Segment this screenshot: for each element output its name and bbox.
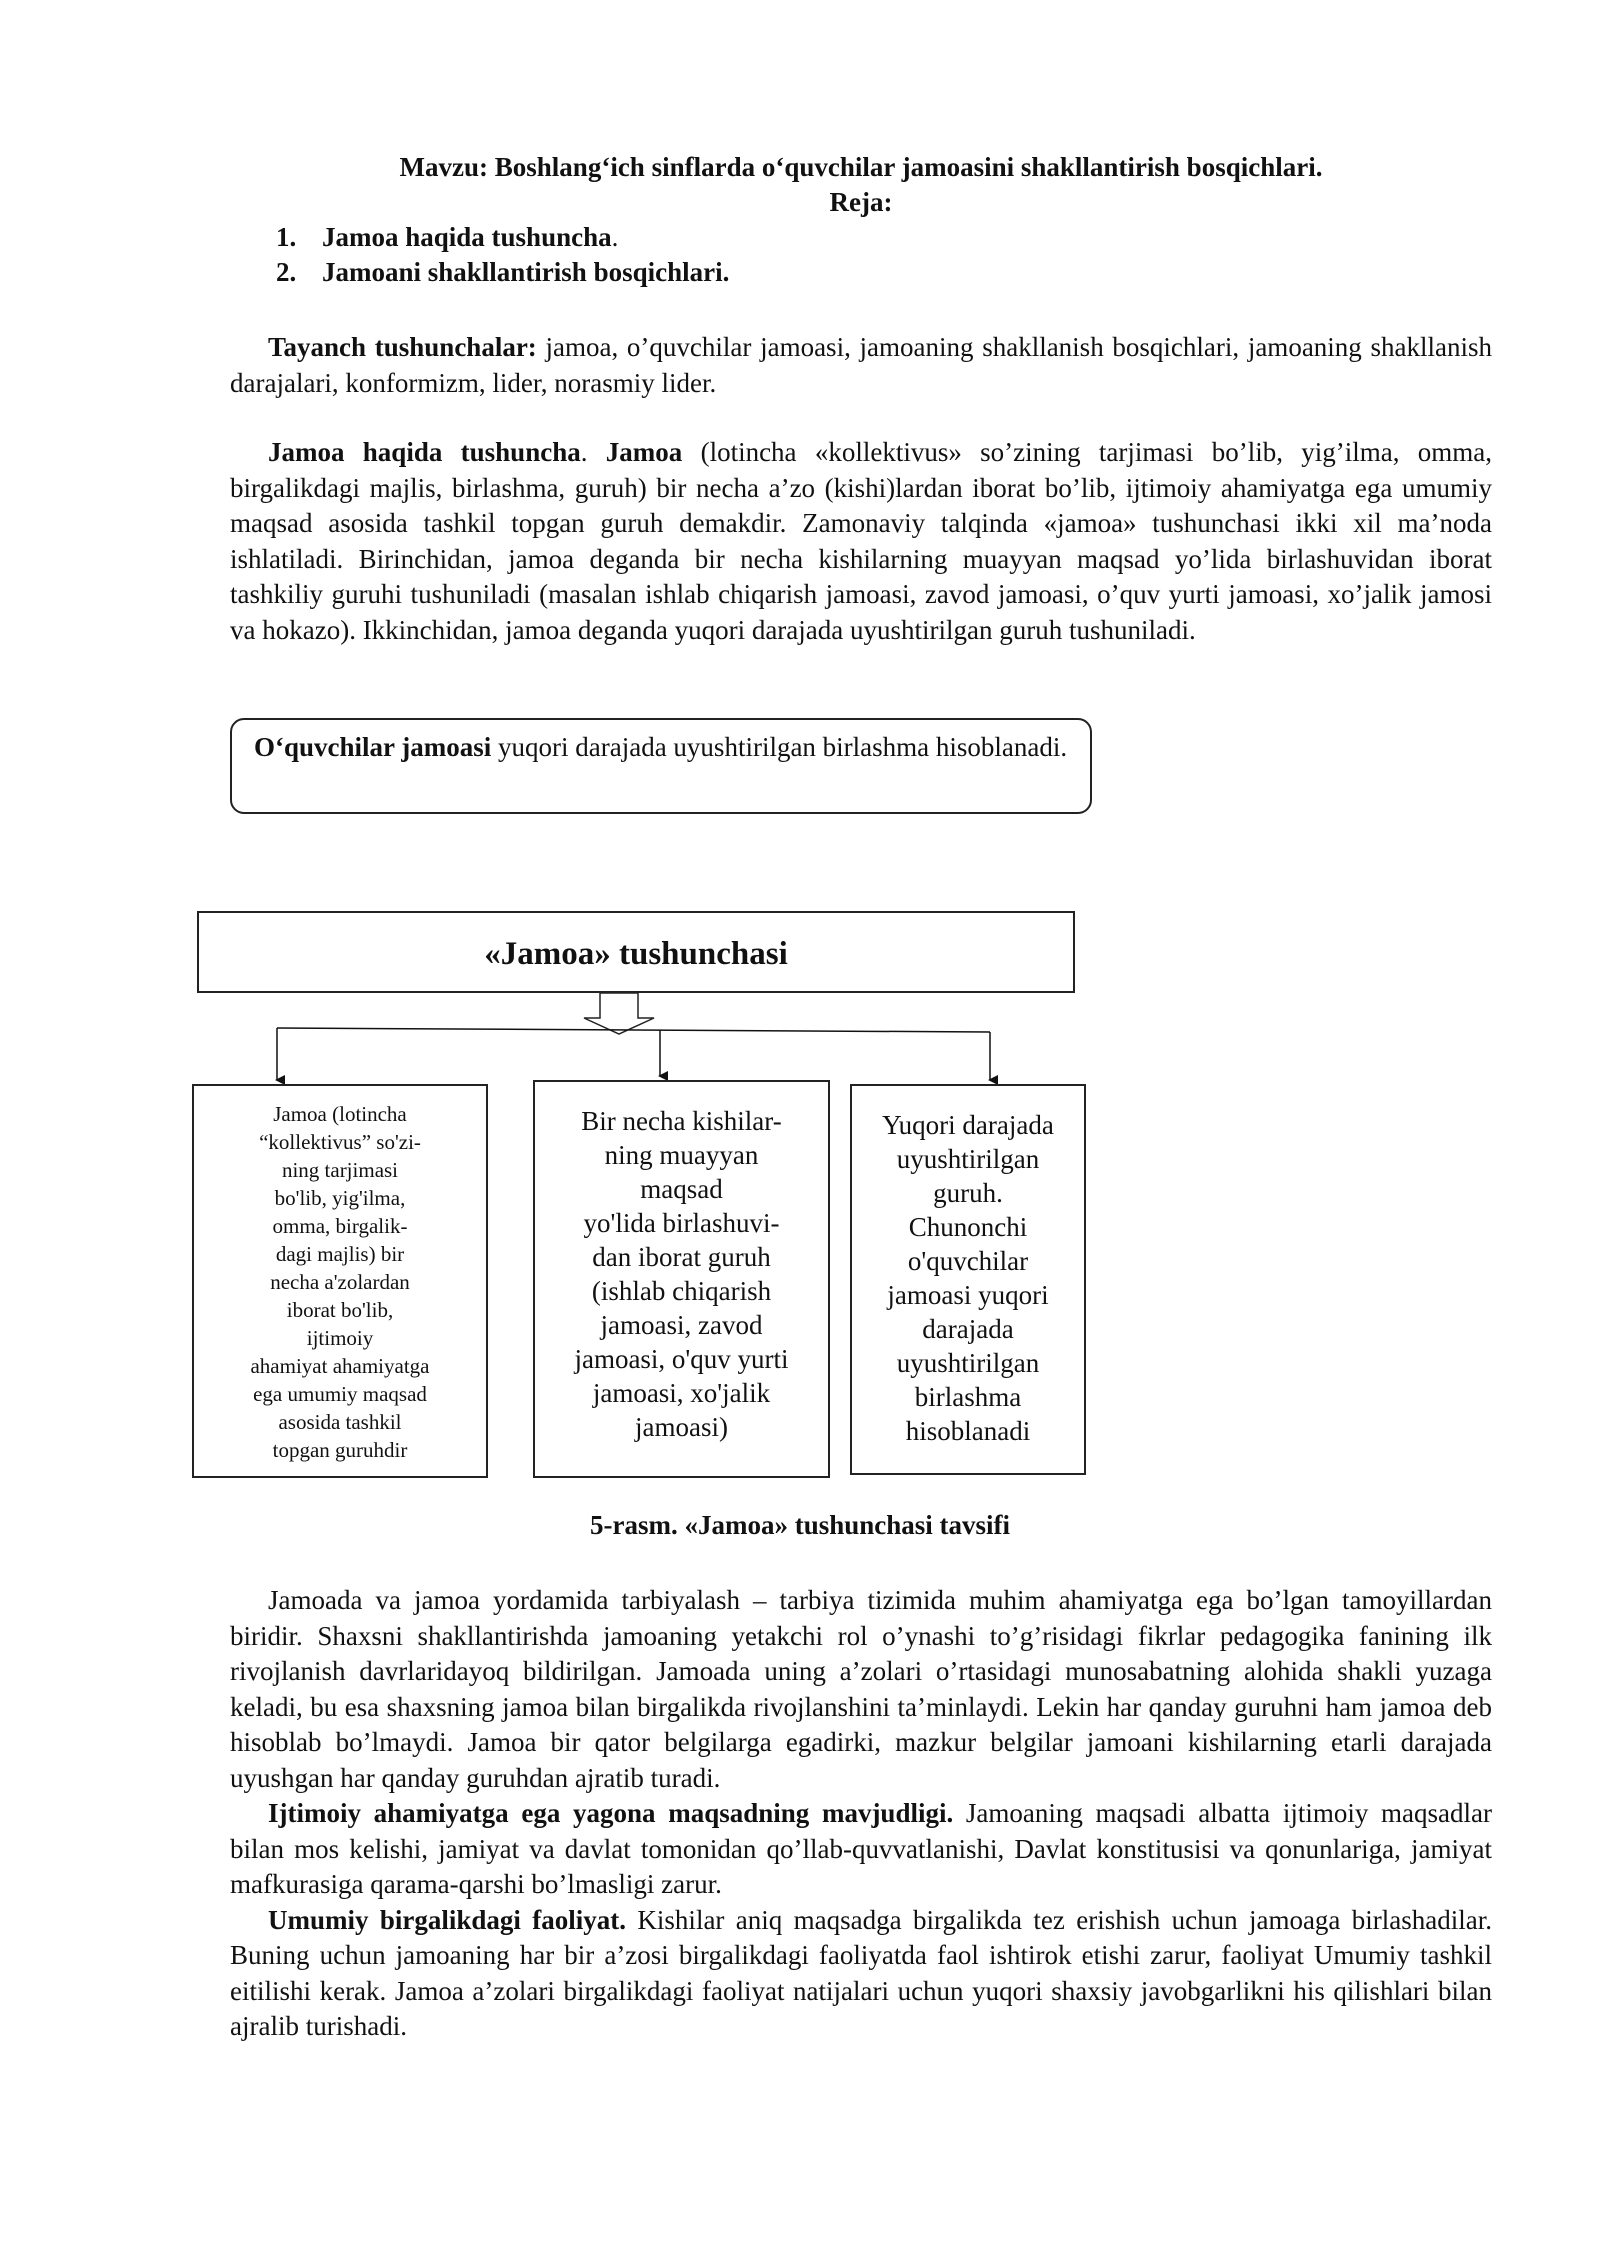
body-text	[230, 1583, 1492, 2045]
diagram-box-line: o'quvchilar	[907, 1246, 1029, 1276]
diagram-box-line: bo'lib, yig'ilma,	[274, 1186, 406, 1210]
diagram-box-line: ijtimoiy	[306, 1326, 374, 1350]
diagram-box-line: ning tarjimasi	[281, 1158, 399, 1182]
document-page	[230, 150, 1493, 762]
body-paragraph-3: Umumiy birgalikdagi faoliyat. Kishilar aniq maqsadga birgalikda tez erishish uchun jamoaga birlashadilar. Buning uchun jamoaning har bir a’zosi birgalikdagi faoliyatda faol ishtirok etishi zarur, faoliyat Umumiy tashkil eitilishi kerak. Jamoa a’zolari birgalikdagi faoliyat natijalari uchun yuqori shaxsiy javobgarlikni his qilishlari bilan ajralib turishadi.	[230, 1904, 1493, 2041]
diagram-box-line: darajada	[922, 1314, 1014, 1344]
diagram-box-line: ega umumiy maqsad	[253, 1382, 427, 1406]
definition-callout: O‘quvchilar jamoasi yuqori darajada uyushtirilgan birlashma hisoblanadi.	[230, 718, 1092, 814]
diagram-box-line: Bir necha kishilar-	[581, 1106, 782, 1136]
diagram-box-line: jamoasi yuqori	[887, 1280, 1049, 1310]
diagram-box-line: omma, birgalik-	[272, 1214, 408, 1238]
hollow-down-arrow	[584, 993, 654, 1034]
diagram-box-origin	[192, 1084, 488, 1478]
diagram-box-line: hisoblanadi	[905, 1416, 1031, 1446]
diagram-box-high-level	[850, 1084, 1086, 1475]
diagram-box-line: jamoasi, zavod	[600, 1310, 763, 1340]
diagram-box-line: jamoasi, xo'jalik	[592, 1378, 771, 1408]
diagram-box-line: “kollektivus” so'zi-	[259, 1130, 421, 1154]
diagram-box-line: asosida tashkil	[278, 1410, 402, 1434]
diagram-box-line: dagi majlis) bir	[275, 1242, 405, 1266]
figure-caption: 5-rasm. «Jamoa» tushunchasi tavsifi	[589, 1510, 1011, 1540]
body-paragraph-2: Ijtimoiy ahamiyatga ega yagona maqsadning mavjudligi. Jamoaning maqsadi albatta ijtimoiy maqsadlar bilan mos kelishi, jamiyat va davlat tomonidan qo’llab-quvvatlanishi, Davlat konstitusisi va qonunlariga, jamiyat mafkurasiga qarama-qarshi bo’lmasligi zarur.	[230, 1798, 1492, 1899]
diagram-box-line: uyushtirilgan	[896, 1144, 1040, 1174]
diagram-box-line: (ishlab chiqarish	[591, 1276, 772, 1306]
plan-item-1: 1. Jamoa haqida tushuncha.	[276, 222, 619, 252]
plan-list	[230, 220, 1492, 290]
diagram-box-line: Yuqori darajada	[882, 1110, 1054, 1140]
diagram-box-line: necha a'zolardan	[270, 1270, 410, 1294]
diagram-box-line: yo'lida birlashuvi-	[583, 1208, 780, 1238]
diagram-box-line: Chunonchi	[908, 1212, 1028, 1242]
diagram-box-line: guruh.	[933, 1178, 1003, 1208]
plan-heading: Reja:	[829, 187, 893, 217]
diagram-box-line: maqsad	[640, 1174, 723, 1204]
plan-item-2: 2. Jamoani shakllantirish bosqichlari.	[276, 257, 730, 287]
body-paragraph-1: Jamoada va jamoa yordamida tarbiyalash – tarbiya tizimida muhim ahamiyatga ega bo’lgan tamoyillardan biridir. Shaxsni shakllantirishda jamoaning yetakchi rol o’ynashi to’g’risidagi fikrlar pedagogika fanining ilk rivojlanish davrlaridayoq bildirilgan. Jamoada uning a’zolari o’rtasidagi munosabatning alohida shakli yuzaga keladi, bu esa shaxsning jamoa bilan birgalikda rivojlanshini ta’minlaydi. Lekin har qanday guruhni ham jamoa deb hisoblab bo’lmaydi. Jamoa bir qator belgilarga egadirki, mazkur belgilar jamoani kishilarning etarli darajada uyushgan har qanday guruhdan ajratib turadi.	[230, 1585, 1492, 1793]
diagram-box-line: ahamiyat ahamiyatga	[250, 1354, 430, 1378]
connector-horizontal	[277, 1028, 990, 1032]
diagram-box-line: dan iborat guruh	[592, 1242, 771, 1272]
diagram-box-line: jamoasi, o'quv yurti	[574, 1344, 789, 1374]
diagram-box-line: iborat bo'lib,	[286, 1298, 394, 1322]
diagram-box-organized-group	[533, 1080, 830, 1478]
diagram-box-line: Jamoa (lotincha	[273, 1102, 407, 1126]
intro-paragraph: Jamoa haqida tushuncha. Jamoa (lotincha «kollektivus» so’zining tarjimasi bo’lib, yig’ilma, omma, birgalikdagi majlis, birlashma, guruh) bir necha a’zo (kishi)lardan iborat bo’lib, ijtimoiy ahamiyatga ega umumiy maqsad asosida tashkil topgan guruh demakdir. Zamonaviy talqinda «jamoa» tushunchasi ikki xil ma’noda ishlatiladi. Birinchidan, jamoa deganda bir necha kishilarning muayyan maqsad yo’lida birlashuvidan iborat tashkiliy guruhi tushuniladi (masalan ishlab chiqarish jamoasi, zavod jamoasi, o’quv yurti jamoasi, xo’jalik jamosi va hokazo). Ikkinchidan, jamoa deganda yuqori darajada uyushtirilgan guruh tushuniladi.	[230, 437, 1493, 645]
topic-title: Mavzu: Boshlang‘ich sinflarda o‘quvchilar jamoasini shakllantirish bosqichlari.	[399, 152, 1323, 182]
diagram-heading-box: «Jamoa» tushunchasi	[197, 911, 1075, 993]
key-terms-paragraph: Tayanch tushunchalar: jamoa, o’quvchilar jamoasi, jamoaning shakllanish bosqichlari, jamoaning shakllanish darajalari, konformizm, lider, norasmiy lider.	[230, 332, 1492, 398]
diagram-box-line: birlashma	[914, 1382, 1022, 1412]
diagram-box-line: ning muayyan	[604, 1140, 759, 1170]
diagram-box-line: jamoasi)	[635, 1412, 728, 1442]
diagram-box-line: uyushtirilgan	[896, 1348, 1040, 1378]
diagram-box-line: topgan guruhdir	[272, 1438, 408, 1462]
